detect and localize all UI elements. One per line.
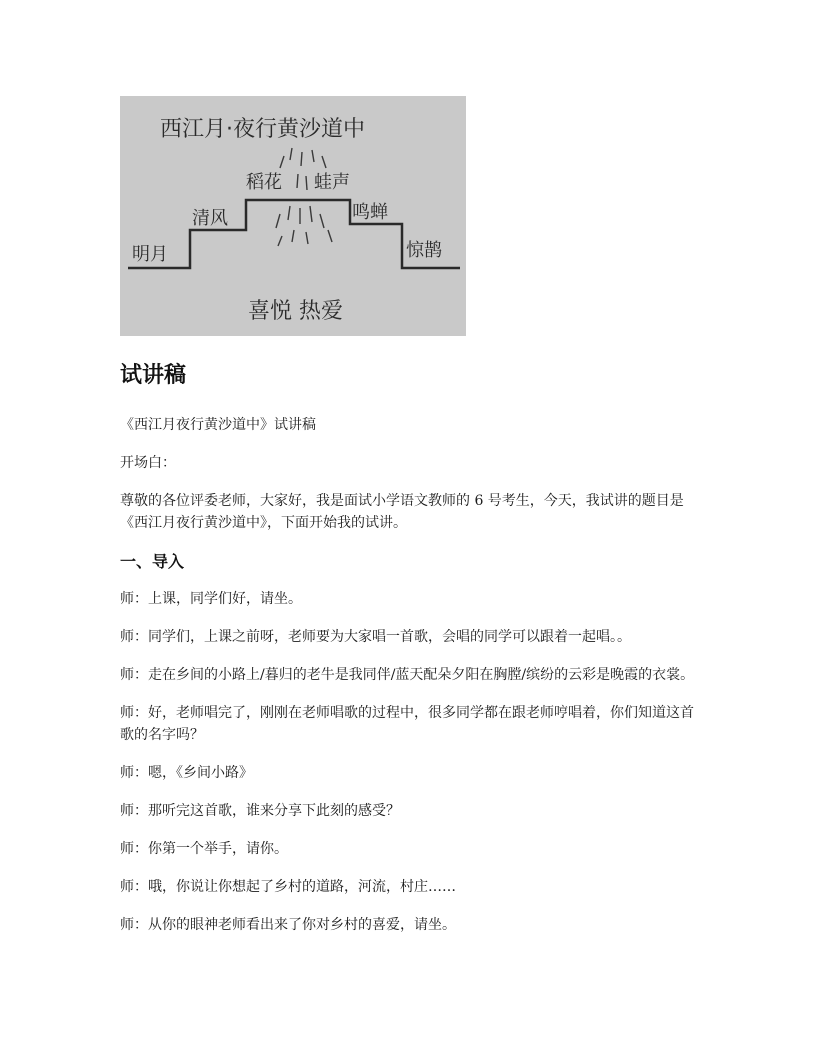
- blackboard-sketch: [120, 96, 466, 336]
- section-heading: 一、导入: [120, 552, 185, 571]
- opening-label: 开场白：: [120, 455, 176, 471]
- script-line: 师：同学们，上课之前呀，老师要为大家唱一首歌，会唱的同学可以跟着一起唱。。: [120, 629, 631, 645]
- script-line: 师：好，老师唱完了，刚刚在老师唱歌的过程中，很多同学都在跟老师哼唱着，你们知道这首歌的名字吗？: [120, 705, 694, 743]
- script-line: 师：哦，你说让你想起了乡村的道路，河流，村庄……: [120, 879, 456, 895]
- board-emotions: 喜悦 热爱: [248, 299, 343, 324]
- step-label: 明月: [132, 244, 168, 265]
- board-heading: 西江月·夜行黄沙道中: [160, 117, 365, 142]
- subtitle-paragraph: 《西江月夜行黄沙道中》试讲稿: [120, 417, 316, 433]
- document-body: [120, 414, 700, 952]
- script-line: 师：你第一个举手，请你。: [120, 841, 288, 857]
- script-line: 师：上课，同学们好，请坐。: [120, 591, 302, 607]
- opening-paragraph: 尊敬的各位评委老师，大家好，我是面试小学语文教师的 6 号考生，今天，我试讲的题目是《西江月夜行黄沙道中》，下面开始我的试讲。: [120, 493, 684, 531]
- sound-marks: [276, 148, 332, 246]
- step-label: 稻花: [246, 172, 282, 193]
- step-label: 清风: [192, 208, 228, 229]
- script-line: 师：从你的眼神老师看出来了你对乡村的喜爱，请坐。: [120, 917, 456, 933]
- step-label: 蛙声: [314, 172, 350, 193]
- script-line: 师：嗯，《乡间小路》: [120, 765, 253, 781]
- blackboard-photo: [120, 96, 466, 336]
- script-line: 师：那听完这首歌，谁来分享下此刻的感受？: [120, 803, 400, 819]
- step-label: 鸣蝉: [352, 202, 388, 223]
- page-title: 试讲稿: [120, 363, 187, 388]
- step-label: 惊鹊: [406, 240, 442, 261]
- script-line: 师：走在乡间的小路上/暮归的老牛是我同伴/蓝天配朵夕阳在胸膛/缤纷的云彩是晚霞的衣裳。: [120, 667, 695, 683]
